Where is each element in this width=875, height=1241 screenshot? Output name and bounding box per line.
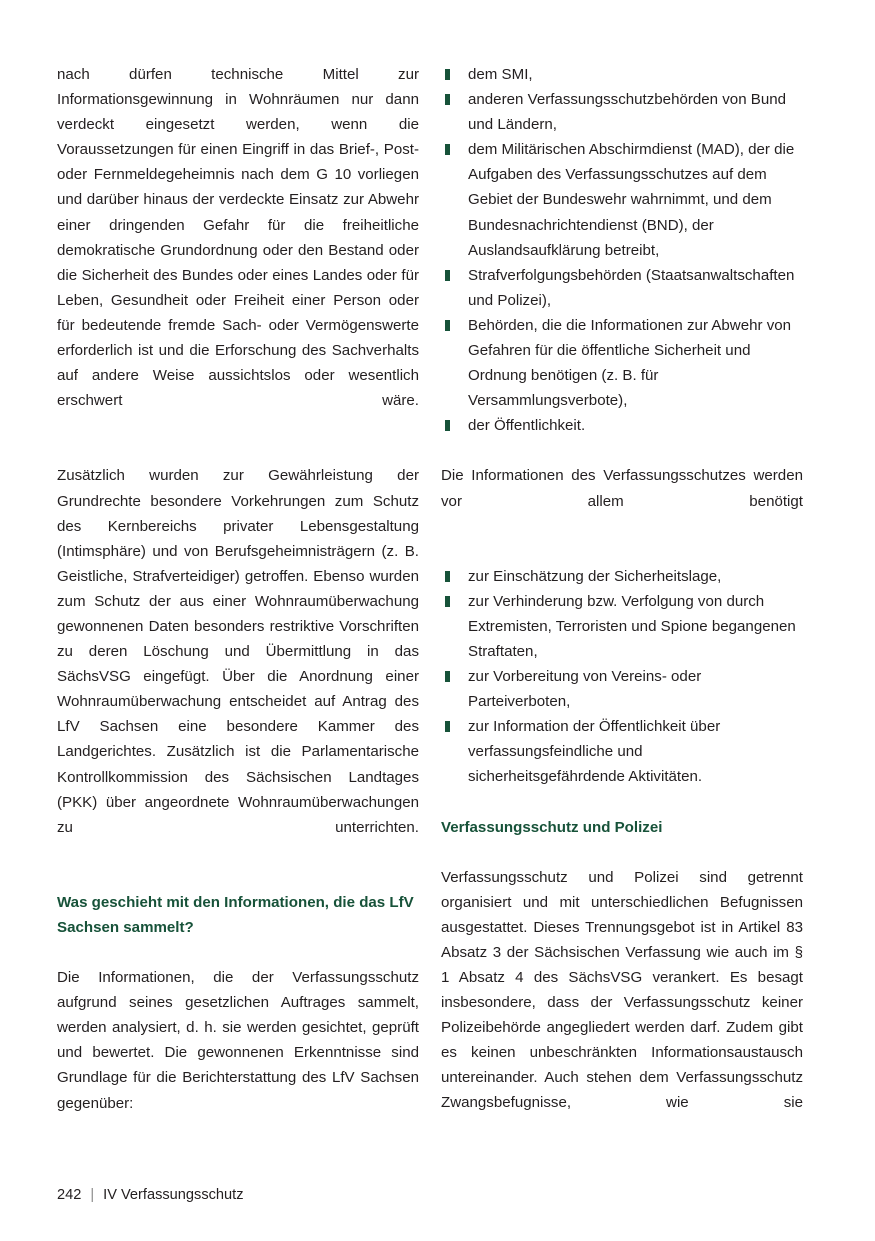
square-bullet-icon <box>445 320 450 331</box>
square-bullet-icon <box>445 69 450 80</box>
right-column <box>441 62 803 1141</box>
square-bullet-icon <box>445 671 450 682</box>
list-item <box>441 589 803 664</box>
page-number: 242 <box>57 1187 82 1203</box>
square-bullet-icon <box>445 420 450 431</box>
left-section-heading: Was geschieht mit den Informationen, die das LfV Sachsen sammelt? <box>57 893 414 936</box>
list-item <box>441 413 803 438</box>
list-item <box>441 564 803 589</box>
list-item <box>441 714 803 789</box>
footer-separator: | <box>90 1187 95 1203</box>
list-item <box>441 263 803 313</box>
left-paragraph-3: Die Informationen, die der Verfassungsschutz aufgrund seines gesetzlichen Auftrages sammelt, werden analysiert, d. h. sie werden gesichtet, geprüft und bewertet. Die gewonnenen Erkenntnisse sind Grundlage für die Berichterstattung des LfV Sachsen gegenüber: <box>57 969 419 1112</box>
recipients-list <box>441 62 803 438</box>
footer-chapter-title: IV Verfassungsschutz <box>103 1187 244 1203</box>
left-paragraph-2: Zusätzlich wurden zur Gewährleistung der Grundrechte besondere Vorkehrungen zum Schutz des Kernbereichs privater Lebensgestaltung (Intimsphäre) und von Berufsgeheimnisträgern (z. B. Geistliche, Strafverteidiger) getroffen. Ebenso wurden zum Schutz der aus einer Wohnraumüberwachung gewonnenen Daten besonders restriktive Vorschriften zu deren Löschung und Übermittlung in das SächsVSG eingefügt. Über die Anordnung einer Wohnraumüberwachung entscheidet auf Antrag des LfV Sachsen eine besondere Kammer des Landgerichtes. Zusätzlich ist die Parlamentarische Kontrollkommission des Sächsischen Landtages (PKK) über angeordnete Wohnraumüberwachungen zu unterrichten. <box>57 467 419 836</box>
list-item-label: zur Verhinderung bzw. Verfolgung von durch Extremisten, Terroristen und Spione begangenen Straftaten, <box>468 592 796 660</box>
list-item-label: dem SMI, <box>468 66 533 83</box>
right-section-heading: Verfassungsschutz und Polizei <box>441 818 663 836</box>
right-paragraph-1: Die Informationen des Verfassungsschutzes werden vor allem benötigt <box>441 467 803 510</box>
list-item <box>441 313 803 413</box>
list-item <box>441 87 803 137</box>
list-item-label: zur Einschätzung der Sicherheitslage, <box>468 567 722 585</box>
square-bullet-icon <box>445 94 450 105</box>
right-paragraph-2: Verfassungsschutz und Polizei sind getrennt organisiert und mit unterschiedlichen Befugnissen ausgestattet. Dieses Trennungsgebot ist in Artikel 83 Absatz 3 der Sächsischen Verfassung wie auch im § 1 Absatz 4 des SächsVSG verankert. Es besagt insbesondere, dass der Verfassungsschutz keiner Polizeibehörde angegliedert werden darf. Zudem gibt es keinen unbeschränkten Informationsaustausch untereinander. Auch stehen dem Verfassungsschutz Zwangsbefugnisse, wie sie <box>441 868 803 1112</box>
two-column-layout <box>57 62 803 1141</box>
left-paragraph-1: nach dürfen technische Mittel zur Informationsgewinnung in Wohnräumen nur dann verdeckt eingesetzt werden, wenn die Voraussetzungen für einen Eingriff in das Brief-, Post- oder Fernmeldegeheimnis nach dem G 10 vorliegen und darüber hinaus der verdeckte Einsatz zur Abwehr einer dringenden Gefahr für die freiheitliche demokratische Grundordnung oder den Bestand oder die Sicherheit des Bundes oder eines Landes oder für Leben, Gesundheit oder Freiheit einer Person oder für bedeutende fremde Sach- oder Vermögenswerte erforderlich ist und die Erforschung des Sachverhalts auf andere Weise aussichtslos oder wesentlich erschwert wäre. <box>57 66 419 410</box>
list-item-label: Behörden, die die Informationen zur Abwehr von Gefahren für die öffentliche Sicherheit und Ordnung benötigen (z. B. für Versammlungsverbote), <box>468 316 792 410</box>
list-item <box>441 62 803 87</box>
list-item <box>441 664 803 714</box>
square-bullet-icon <box>445 596 450 607</box>
list-item-label: der Öffentlichkeit. <box>468 417 586 435</box>
square-bullet-icon <box>445 571 450 582</box>
list-item-label: dem Militärischen Abschirmdienst (MAD), der die Aufgaben des Verfassungsschutzes auf dem Gebiet der Bundeswehr wahrnimmt, und dem Bundesnachrichtendienst (BND), der Auslandsaufklärung betreibt, <box>468 141 795 259</box>
list-item <box>441 137 803 262</box>
purposes-list <box>441 564 803 790</box>
page-footer <box>57 1185 244 1205</box>
square-bullet-icon <box>445 144 450 155</box>
left-column <box>57 62 419 1141</box>
square-bullet-icon <box>445 721 450 732</box>
list-item-label: Strafverfolgungsbehörden (Staatsanwaltschaften und Polizei), <box>468 266 795 309</box>
list-item-label: anderen Verfassungsschutzbehörden von Bund und Ländern, <box>468 91 787 134</box>
square-bullet-icon <box>445 270 450 281</box>
list-item-label: zur Information der Öffentlichkeit über verfassungsfeindliche und sicherheitsgefährdende Aktivitäten. <box>468 718 721 786</box>
list-item-label: zur Vorbereitung von Vereins- oder Parteiverboten, <box>468 668 702 711</box>
